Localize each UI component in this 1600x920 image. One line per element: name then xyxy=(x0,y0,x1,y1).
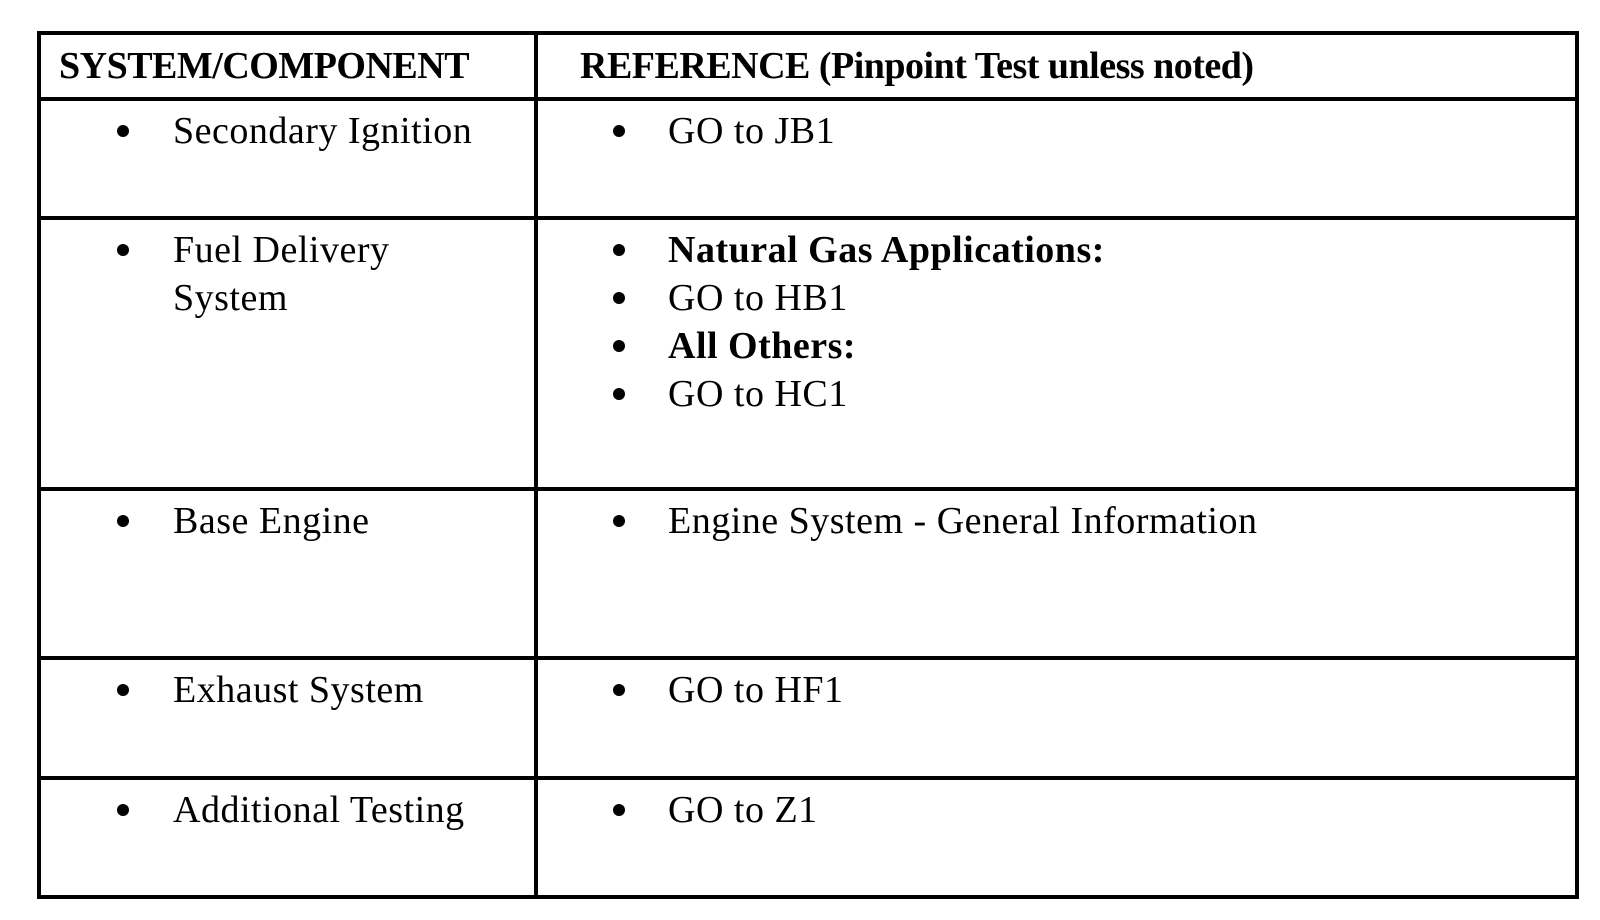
header-row xyxy=(39,33,1577,99)
system-list xyxy=(41,660,534,714)
reference-list xyxy=(538,101,1575,155)
reference-list xyxy=(538,660,1575,714)
table-row xyxy=(39,99,1577,218)
system-cell xyxy=(39,489,536,658)
system-cell xyxy=(39,778,536,897)
system-item-secondary-ignition: Secondary Ignition xyxy=(41,107,534,155)
reference-item: GO to HB1 xyxy=(538,274,1575,322)
system-cell xyxy=(39,99,536,218)
system-list xyxy=(41,220,534,322)
reference-item-heading: Natural Gas Applications: xyxy=(538,226,1575,274)
system-item-additional-testing: Additional Testing xyxy=(41,786,534,834)
reference-list xyxy=(538,780,1575,834)
reference-item-heading: All Others: xyxy=(538,322,1575,370)
header-system-component: SYSTEM/COMPONENT xyxy=(39,33,536,99)
system-cell xyxy=(39,658,536,777)
reference-cell xyxy=(536,658,1577,777)
system-list xyxy=(41,491,534,545)
reference-table xyxy=(37,31,1579,899)
reference-cell xyxy=(536,778,1577,897)
reference-item: GO to HF1 xyxy=(538,666,1575,714)
table-row xyxy=(39,778,1577,897)
reference-cell xyxy=(536,99,1577,218)
system-cell xyxy=(39,218,536,489)
system-item-base-engine: Base Engine xyxy=(41,497,534,545)
reference-list xyxy=(538,491,1575,545)
table-row xyxy=(39,218,1577,489)
reference-list xyxy=(538,220,1575,418)
reference-item: Engine System - General Information xyxy=(538,497,1575,545)
reference-item: GO to HC1 xyxy=(538,370,1575,418)
system-item-exhaust-system: Exhaust System xyxy=(41,666,534,714)
table-row xyxy=(39,489,1577,658)
system-list xyxy=(41,780,534,834)
system-item-fuel-delivery: Fuel Delivery System xyxy=(41,226,423,322)
table-row xyxy=(39,658,1577,777)
reference-cell xyxy=(536,218,1577,489)
reference-item: GO to Z1 xyxy=(538,786,1575,834)
system-list xyxy=(41,101,534,155)
reference-item: GO to JB1 xyxy=(538,107,1575,155)
header-reference: REFERENCE (Pinpoint Test unless noted) xyxy=(536,33,1577,99)
reference-cell xyxy=(536,489,1577,658)
